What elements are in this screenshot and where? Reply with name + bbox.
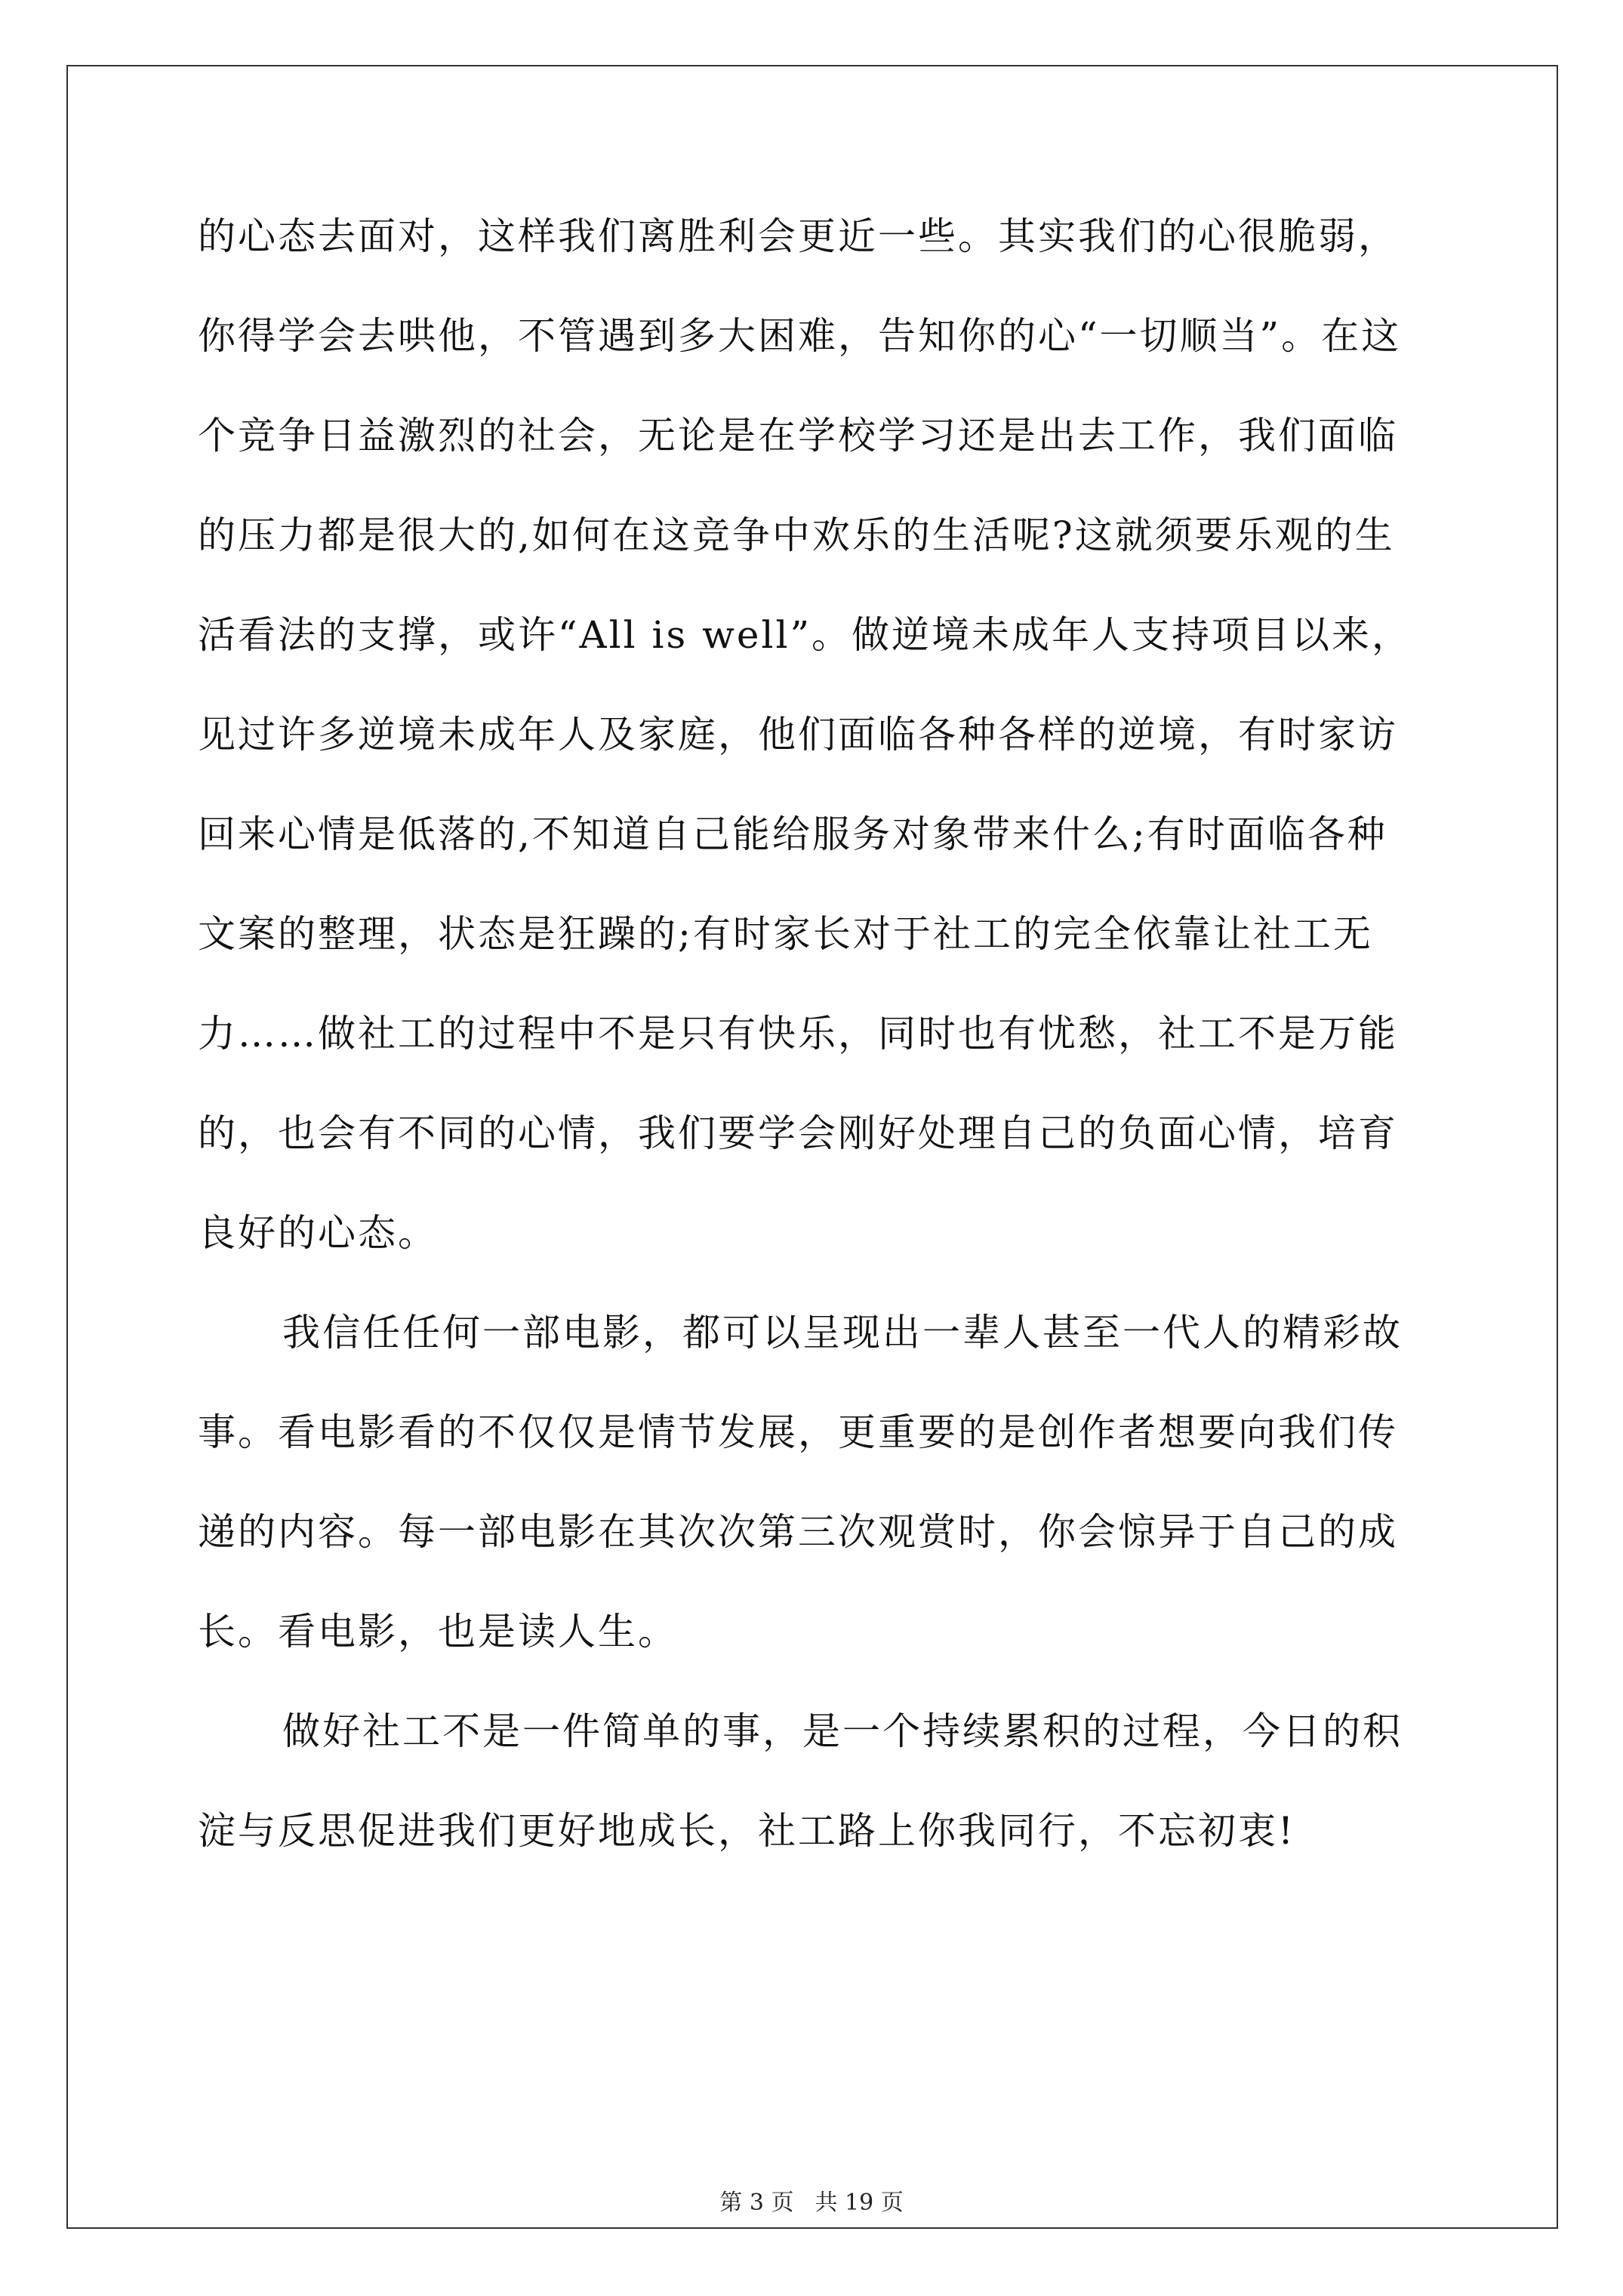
text-line: 事。看电影看的不仅仅是情节发展，更重要的是创作者想要向我们传 <box>198 1410 1398 1454</box>
text-line: 递的内容。每一部电影在其次次第三次观赏时，你会惊异于自己的成 <box>198 1510 1398 1554</box>
text-line: 个竞争日益激烈的社会，无论是在学校学习还是出去工作，我们面临 <box>198 414 1398 458</box>
page-footer <box>0 2190 1623 2217</box>
text-line: 的压力都是很大的,如何在这竞争中欢乐的生活呢?这就须要乐观的生 <box>198 513 1395 557</box>
text-line: 的心态去面对，这样我们离胜利会更近一些。其实我们的心很脆弱， <box>198 214 1398 258</box>
total-pages: 共 19 页 <box>815 2190 904 2216</box>
text-line: 的，也会有不同的心情，我们要学会刚好处理自己的负面心情，培育 <box>198 1111 1398 1155</box>
paragraph-start-line: 做好社工不是一件简单的事，是一个持续累积的过程，今日的积 <box>282 1709 1403 1753</box>
text-line: 回来心情是低落的,不知道自己能给服务对象带来什么;有时面临各种 <box>198 812 1387 856</box>
page-number: 第 3 页 <box>719 2190 794 2216</box>
text-line: 淀与反思促进我们更好地成长，社工路上你我同行，不忘初衷! <box>198 1809 1296 1853</box>
text-line: 力……做社工的过程中不是只有快乐，同时也有忧愁，社工不是万能 <box>198 1012 1398 1056</box>
paragraph-start-line: 我信任任何一部电影，都可以呈现出一辈人甚至一代人的精彩故 <box>282 1311 1403 1354</box>
text-line: 你得学会去哄他，不管遇到多大困难，告知你的心“一切顺当”。在这 <box>198 314 1402 358</box>
text-line: 文案的整理，状态是狂躁的;有时家长对于社工的完全依靠让社工无 <box>198 912 1373 956</box>
text-line: 长。看电影，也是读人生。 <box>198 1610 678 1653</box>
text-line: 见过许多逆境未成年人及家庭，他们面临各种各样的逆境，有时家访 <box>198 713 1398 757</box>
document-body <box>198 210 1436 1904</box>
text-line: 良好的心态。 <box>198 1211 438 1255</box>
text-line: 活看法的支撑，或许“All is well”。做逆境未成年人支持项目以来， <box>198 613 1412 657</box>
